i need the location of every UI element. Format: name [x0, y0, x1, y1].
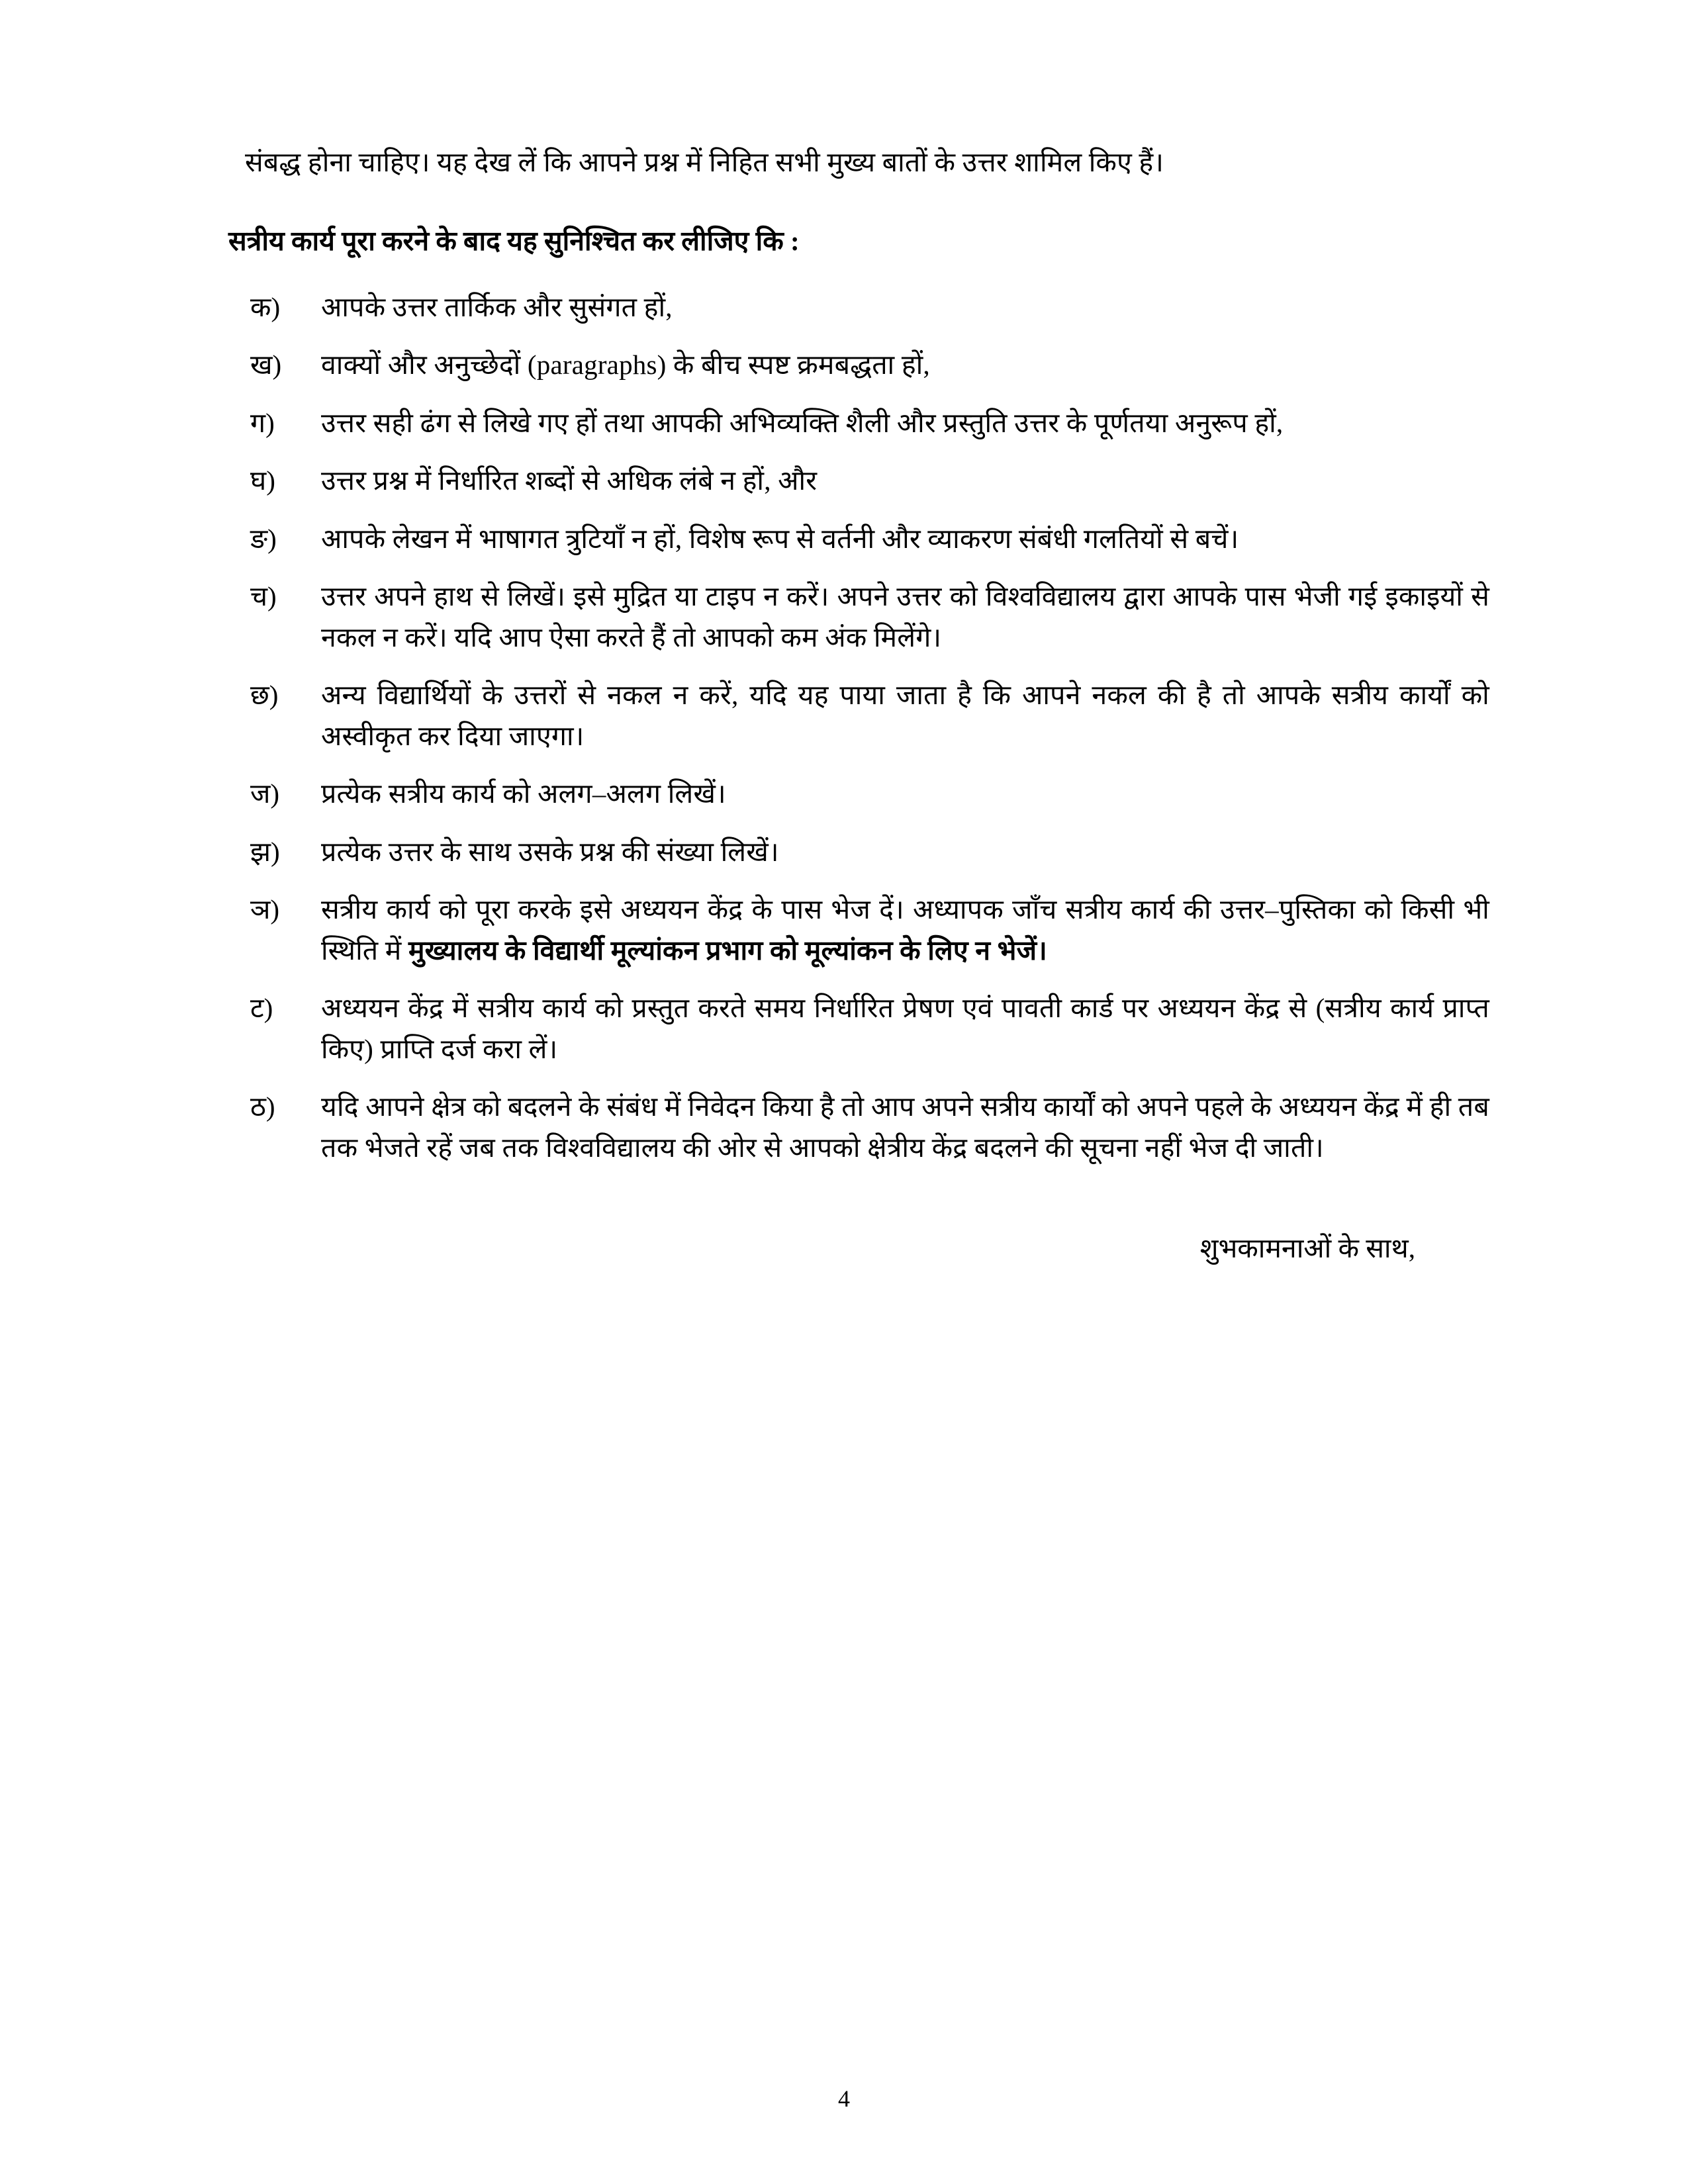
list-item-marker: ट) [250, 993, 273, 1024]
instructions-list [245, 287, 1489, 1169]
list-item [245, 345, 1489, 386]
list-item-text: उत्तर अपने हाथ से लिखें। इसे मुद्रित या टाइप न करें। अपने उत्तर को विश्वविद्यालय द्वारा आपके पास भेजी गई इकाइयों से नकल न करें। यदि आप ऐसा करते हैं तो आपको कम अंक मिलेंगे। [321, 581, 1489, 653]
list-item-marker: ग) [250, 407, 275, 438]
list-item-text: प्रत्येक सत्रीय कार्य को अलग–अलग लिखें। [321, 778, 726, 809]
list-item-text [321, 889, 1489, 971]
list-item-marker: ञ) [250, 894, 280, 925]
list-item-marker: ङ) [250, 523, 277, 554]
list-item [245, 403, 1489, 444]
list-item [245, 832, 1489, 873]
list-item [245, 889, 1489, 971]
list-item-text [321, 345, 1489, 386]
list-item [245, 287, 1489, 328]
list-item-text: आपके उत्तर तार्किक और सुसंगत हों, [321, 291, 673, 322]
intro-paragraph: संबद्ध होना चाहिए। यह देख लें कि आपने प्रश्न में निहित सभी मुख्य बातों के उत्तर शामिल किए हैं। [245, 147, 1164, 177]
list-item-marker: ठ) [250, 1091, 275, 1122]
list-item-text: आपके लेखन में भाषागत त्रुटियाँ न हों, विशेष रूप से वर्तनी और व्याकरण संबंधी गलतियों से बचें। [321, 523, 1239, 554]
list-item-marker: छ) [250, 680, 279, 711]
list-item-marker: च) [250, 581, 277, 612]
list-item-text: यदि आपने क्षेत्र को बदलने के संबंध में निवेदन किया है तो आप अपने सत्रीय कार्यों को अपने पहले के अध्ययन केंद्र में ही तब तक भेजते रहें जब तक विश्वविद्यालय की ओर से आपको क्षेत्रीय केंद्र बदलने की सूचना नहीं भेज दी जाती। [321, 1091, 1489, 1163]
page-number: 4 [838, 2085, 850, 2112]
list-item-text: अध्ययन केंद्र में सत्रीय कार्य को प्रस्तुत करते समय निर्धारित प्रेषण एवं पावती कार्ड पर अध्ययन केंद्र से (सत्रीय कार्य प्राप्त किए) प्राप्ति दर्ज करा लें। [321, 993, 1489, 1064]
latin-term: paragraphs [536, 349, 657, 381]
list-item-marker: क) [250, 291, 281, 322]
list-item [245, 461, 1489, 502]
closing-line: शुभकामनाओं के साथ, [1199, 1233, 1415, 1264]
list-item-text-normal: सत्रीय कार्य को पूरा करके इसे अध्ययन केंद्र के पास भेज दें। अध्यापक जाँच सत्रीय कार्य की उत्तर–पुस्तिका को किसी भी स्थिति में [321, 894, 1489, 966]
list-item-text-part: वाक्यों और अनुच्छेदों ( [321, 349, 537, 381]
list-item [245, 576, 1489, 658]
list-item-marker: ज) [250, 778, 280, 809]
list-item-marker: झ) [250, 836, 280, 867]
list-item [245, 1087, 1489, 1168]
list-item-marker: ख) [250, 349, 282, 381]
list-item [245, 774, 1489, 815]
list-item [245, 675, 1489, 756]
section-heading: सत्रीय कार्य पूरा करने के बाद यह सुनिश्चित कर लीजिए कि : [228, 225, 800, 256]
list-item [245, 519, 1489, 560]
list-item [245, 988, 1489, 1069]
list-item-text: उत्तर सही ढंग से लिखे गए हों तथा आपकी अभिव्यक्ति शैली और प्रस्तुति उत्तर के पूर्णतया अनुरूप हों, [321, 407, 1284, 438]
list-item-marker: घ) [250, 465, 275, 496]
list-item-text: उत्तर प्रश्न में निर्धारित शब्दों से अधिक लंबे न हों, और [321, 465, 818, 496]
list-item-text-bold: मुख्यालय के विद्यार्थी मूल्यांकन प्रभाग को मूल्यांकन के लिए न भेजें। [408, 934, 1047, 966]
list-item-text-part: ) के बीच स्पष्ट क्रमबद्धता हों, [657, 349, 930, 381]
list-item-text: अन्य विद्यार्थियों के उत्तरों से नकल न करें, यदि यह पाया जाता है कि आपने नकल की है तो आपके सत्रीय कार्यों को अस्वीकृत कर दिया जाएगा। [321, 680, 1489, 751]
list-item-text: प्रत्येक उत्तर के साथ उसके प्रश्न की संख्या लिखें। [321, 836, 779, 867]
